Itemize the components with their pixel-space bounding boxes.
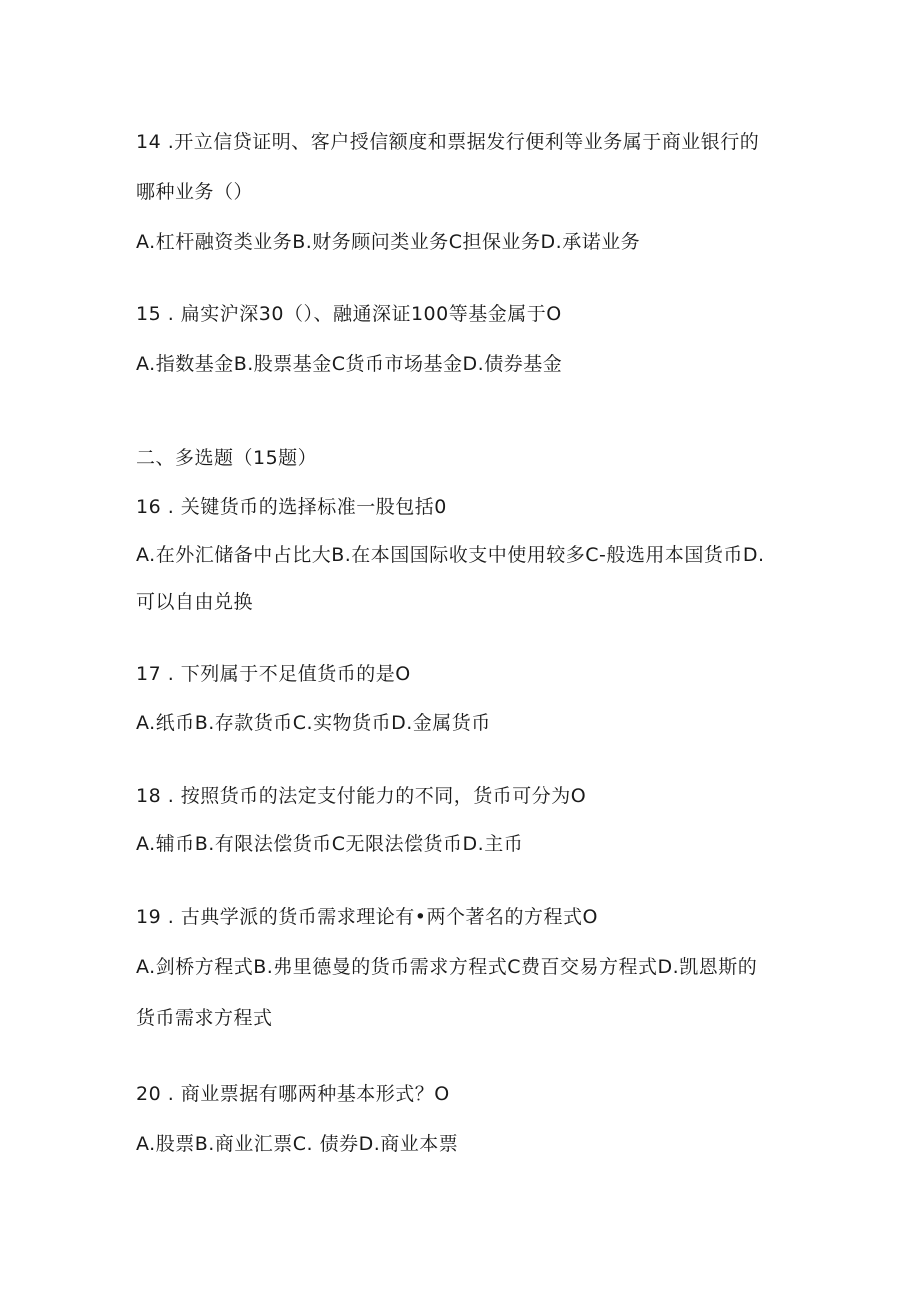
q14-stem-line2: 哪种业务（） [136, 181, 254, 203]
q20-options: A.股票B.商业汇票C. 债券D.商业本票 [136, 1133, 459, 1155]
q16-options-line1: A.在外汇储备中占比大B.在本国国际收支中使用较多C-般选用本国货币D. [136, 544, 765, 566]
q19-options-line1: A.剑桥方程式B.弗里德曼的货币需求方程式C费百交易方程式D.凯恩斯的 [136, 956, 758, 978]
q15-stem: 15 . 扁实沪深30（）、融通深证100等基金属于O [136, 303, 562, 325]
q14-stem-line1: 14 .开立信贷证明、客户授信额度和票据发行便利等业务属于商业银行的 [136, 131, 760, 153]
q18-options: A.辅币B.有限法偿货币C无限法偿货币D.主币 [136, 833, 524, 855]
section-heading-multiple-choice: 二、多选题（15题） [136, 447, 318, 469]
q15-options: A.指数基金B.股票基金C货币市场基金D.债券基金 [136, 353, 563, 375]
q14-options: A.杠杆融资类业务B.财务顾问类业务C担保业务D.承诺业务 [136, 231, 641, 253]
q16-stem: 16 . 关键货币的选择标准一股包括0 [136, 496, 447, 518]
q17-stem: 17 . 下列属于不足值货币的是O [136, 663, 411, 685]
q20-stem: 20 . 商业票据有哪两种基本形式？O [136, 1083, 450, 1105]
q19-stem: 19 . 古典学派的货币需求理论有•两个著名的方程式O [136, 906, 598, 928]
q17-options: A.纸币B.存款货币C.实物货币D.金属货币 [136, 712, 491, 734]
q18-stem: 18 . 按照货币的法定支付能力的不同，货币可分为O [136, 785, 587, 807]
q16-options-line2: 可以自由兑换 [136, 591, 254, 613]
q19-options-line2: 货币需求方程式 [136, 1007, 273, 1029]
